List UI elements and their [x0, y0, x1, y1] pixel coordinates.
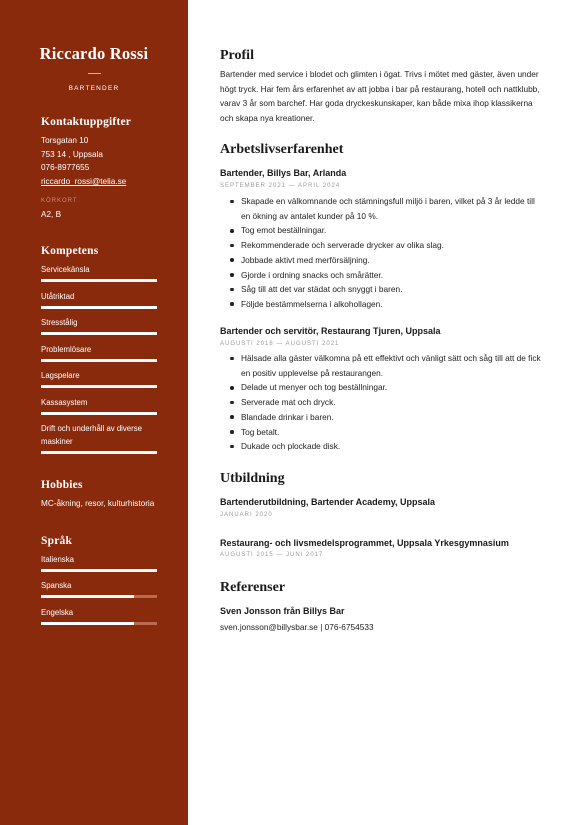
- level-bar: [41, 622, 157, 625]
- level-bar: [41, 306, 157, 309]
- level-bar-fill: [41, 412, 157, 415]
- level-bar: [41, 569, 157, 572]
- level-bar-fill: [41, 569, 157, 572]
- contact-heading: Kontaktuppgifter: [41, 116, 132, 128]
- bullet-item: Delade ut menyer och tog beställningar.: [230, 380, 546, 395]
- level-bar: [41, 451, 157, 454]
- reference-name: Sven Jonsson från Billys Bar: [220, 606, 345, 616]
- license-value: A2, B: [41, 210, 62, 219]
- profile-text: Bartender med service i blodet och glimten i ögat. Trivs i mötet med gäster, även under högt tryck. Har fem års erfarenhet av att jobba i bar på restaurang, hotell och nattklubb, varav 3 år som barchef. Har goda dryckeskunskaper, kan både mixa ihop klassikerna och skapa nya kreationer.: [220, 69, 540, 123]
- skill-item: [41, 369, 157, 382]
- skill-label: Problemlösare: [41, 345, 92, 354]
- skill-item: [41, 316, 157, 329]
- level-bar: [41, 412, 157, 415]
- level-bar: [41, 332, 157, 335]
- references-heading: Referenser: [220, 580, 286, 595]
- education-heading: Utbildning: [220, 471, 285, 486]
- job-title: Bartender, Billys Bar, Arlanda: [220, 168, 347, 178]
- job-title: Bartender och servitör, Restaurang Tjuren, Uppsala: [220, 326, 441, 336]
- reference-contact: sven.jonsson@billysbar.se | 076-6754533: [220, 622, 374, 632]
- contact-postal: 753 14 , Uppsala: [41, 150, 103, 159]
- contact-phone: 076-8977655: [41, 163, 90, 172]
- skill-item: [41, 263, 157, 276]
- bullet-item: Hälsade alla gäster välkomna på ett effektivt och vänligt sätt och såg till att de fick en positiv upplevelse på restaurangen.: [230, 351, 546, 380]
- skill-label: Lagspelare: [41, 371, 80, 380]
- education-title: Restaurang- och livsmedelsprogrammet, Uppsala Yrkesgymnasium: [220, 538, 509, 548]
- language-item: [41, 579, 157, 592]
- bullet-item: Blandade drinkar i baren.: [230, 410, 546, 425]
- level-bar-fill: [41, 279, 157, 282]
- skill-item: [41, 396, 157, 409]
- languages-heading: Språk: [41, 535, 73, 547]
- language-item: [41, 553, 157, 566]
- job-bullets: [230, 351, 546, 454]
- education-dates: JANUARI 2020: [220, 512, 273, 518]
- skills-heading: Kompetens: [41, 245, 99, 257]
- language-label: Spanska: [41, 581, 72, 590]
- level-bar: [41, 359, 157, 362]
- license-label: KÖRKORT: [41, 198, 78, 204]
- skill-label: Drift och underhåll av diverse maskiner: [41, 424, 142, 446]
- bullet-item: Såg till att det var städat och snyggt i baren.: [230, 282, 546, 297]
- level-bar-fill: [41, 595, 134, 598]
- contact-address: Torsgatan 10: [41, 136, 89, 145]
- level-bar-fill: [41, 385, 157, 388]
- skill-item: [41, 290, 157, 303]
- sidebar: [0, 0, 188, 825]
- level-bar: [41, 385, 157, 388]
- skill-item: [41, 343, 157, 356]
- language-label: Italienska: [41, 555, 74, 564]
- bullet-item: Gjorde i ordning snacks och smårätter.: [230, 268, 546, 283]
- level-bar-fill: [41, 622, 134, 625]
- job-bullets: [230, 194, 546, 312]
- skill-label: Kassasystem: [41, 398, 88, 407]
- level-bar-fill: [41, 306, 157, 309]
- language-label: Engelska: [41, 608, 74, 617]
- bullet-item: Tog betalt.: [230, 425, 546, 440]
- level-bar: [41, 595, 157, 598]
- bullet-item: Tog emot beställningar.: [230, 223, 546, 238]
- job-dates: AUGUSTI 2018 — AUGUSTI 2021: [220, 341, 340, 347]
- name-divider: [88, 73, 101, 74]
- skill-label: Servicekänsla: [41, 265, 90, 274]
- bullet-item: Dukade och plockade disk.: [230, 439, 546, 454]
- level-bar: [41, 279, 157, 282]
- bullet-item: Skapade en välkomnande och stämningsfull miljö i baren, vilket på 3 år ledde till en ökning av antalet kunder på 10 %.: [230, 194, 546, 223]
- bullet-item: Rekommenderade och serverade drycker av olika slag.: [230, 238, 546, 253]
- bullet-item: Serverade mat och dryck.: [230, 395, 546, 410]
- level-bar-fill: [41, 451, 157, 454]
- skill-label: Utåtriktad: [41, 292, 75, 301]
- bullet-item: Jobbade aktivt med merförsäljning.: [230, 253, 546, 268]
- candidate-name: Riccardo Rossi: [39, 44, 149, 63]
- skill-label: Stresstålig: [41, 318, 78, 327]
- education-dates: AUGUSTI 2015 — JUNI 2017: [220, 552, 324, 558]
- experience-heading: Arbetslivserfarenhet: [220, 142, 344, 157]
- level-bar-fill: [41, 359, 157, 362]
- level-bar-fill: [41, 332, 157, 335]
- hobbies-heading: Hobbies: [41, 479, 83, 491]
- candidate-role: BARTENDER: [68, 85, 120, 92]
- contact-email-link[interactable]: riccardo_rossi@telia.se: [41, 177, 127, 186]
- skill-item: [41, 422, 157, 448]
- job-dates: SEPTEMBER 2021 — APRIL 2024: [220, 183, 341, 189]
- hobbies-text: MC-åkning, resor, kulturhistoria: [41, 499, 155, 508]
- bullet-item: Följde bestämmelserna i alkohollagen.: [230, 297, 546, 312]
- education-title: Bartenderutbildning, Bartender Academy, Uppsala: [220, 497, 436, 507]
- profile-heading: Profil: [220, 48, 254, 63]
- language-item: [41, 606, 157, 619]
